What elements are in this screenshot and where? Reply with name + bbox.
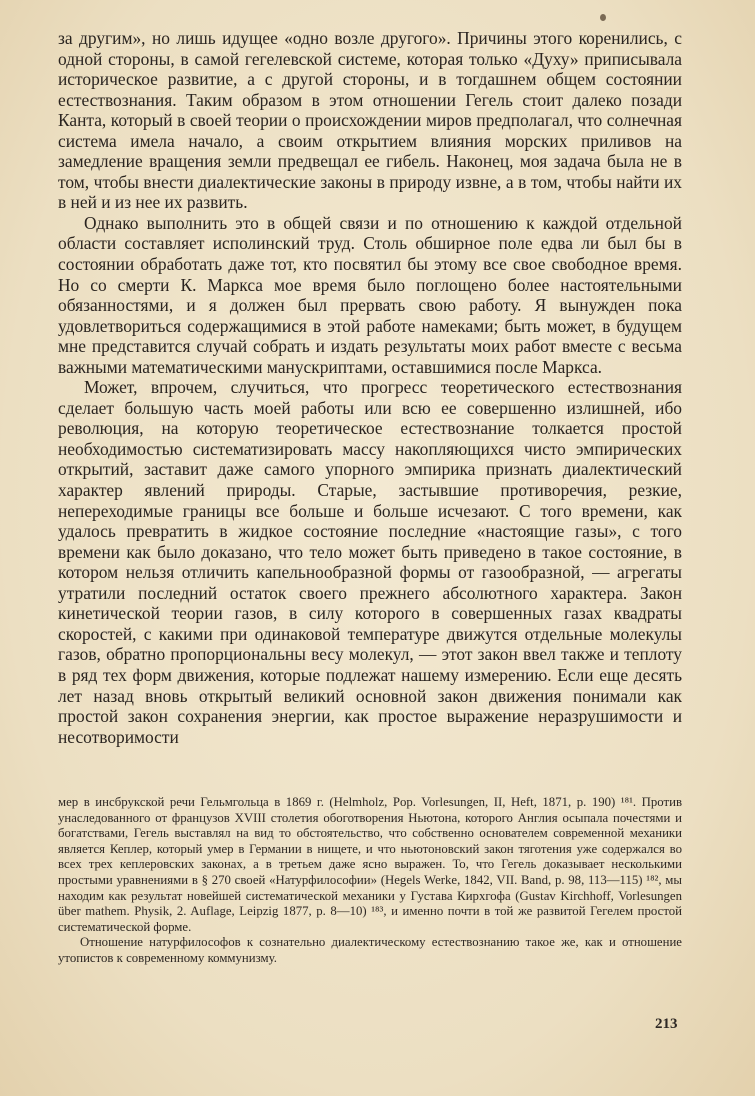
footnote-paragraph-2: Отношение натурфилософов к сознательно диалектическому естествознанию такое же, как и отношение утопистов к современному коммунизму.: [58, 935, 682, 965]
footnote-block: [58, 795, 682, 967]
paragraph-3: Может, впрочем, случиться, что прогресс теоретического естествознания сделает большую часть моей работы или всю ее совершенно излишней, ибо революция, на которую теоретическое естествознание толкается простой необходимостью систематизировать массу накопляющихся чисто эмпирических открытий, заставит даже самого упорного эмпирика признать диалектический характер явлений природы. Старые, застывшие противоречия, резкие, непереходимые границы все больше и больше исчезают. С того времени, как удалось превратить в жидкое состояние последние «настоящие газы», с того времени как было доказано, что тело может быть приведено в такое состояние, в котором нельзя отличить капельнообразной формы от газообразной, — агрегаты утратили последний остаток своего прежнего абсолютного характера. Закон кинетической теории газов, в силу которого в совершенных газах квадраты скоростей, с какими при одинаковой температуре движутся отдельные молекулы газов, обратно пропорциональны весу молекул, — этот закон ввел также и теплоту в ряд тех форм движения, которые подлежат нашему измерению. Если еще десять лет назад вновь открытый великий основной закон движения понимали как простой закон сохранения энергии, как простое выражение неразрушимости и несотворимости: [58, 377, 682, 747]
ink-dot: [600, 14, 606, 21]
paragraph-2: Однако выполнить это в общей связи и по отношению к каждой отдельной области составляет исполинский труд. Столь обширное поле едва ли был бы в состоянии обработать даже тот, кто посвятил бы этому все свое свободное время. Но со смерти К. Маркса мое время было поглощено более настоятельными обязанностями, и я должен был прервать свою работу. Я вынужден пока удовлетвориться содержащимися в этой работе намеками; быть может, в будущем мне представится случай собрать и издать результаты моих работ вместе с весьма важными математическими манускриптами, оставшимися после Маркса.: [58, 212, 682, 377]
footnote-paragraph-1: мер в инсбрукской речи Гельмгольца в 1869 г. (Helmholz, Pop. Vorlesungen, II, Heft, 1871, p. 190) ¹⁸¹. Против унаследованного от французов XVIII столетия обоготворения Ньютона, которого Англия осыпала почестями и богатствами, Гегель выставлял на вид то обстоятельство, что собственно основателем современной механики является Кеплер, который умер в Германии в нищете, и что ньютоновский закон тяготения уже содержался во всех трех кеплеровских законах, а в третьем даже ясно выражен. То, что Гегель доказывает несколькими простыми уравнениями в § 270 своей «Натурфилософии» (Hegels Werke, 1842, VII. Band, p. 98, 113—115) ¹⁸², мы находим как результат новейшей систематической механики у Густава Кирхгофа (Gustav Kirchhoff, Vorlesungen über mathem. Physik, 2. Auflage, Leipzig 1877, p. 8—10) ¹⁸³, и именно почти в той же развитой Гегелем простой систематической форме.: [58, 795, 682, 934]
paragraph-1: за другим», но лишь идущее «одно возле другого». Причины этого коренились, с одной стороны, в самой гегелевской системе, которая только «Духу» приписывала историческое развитие, а с другой стороны, и в тогдашнем общем состоянии естествознания. Таким образом в этом отношении Гегель стоит далеко позади Канта, который в своей теории о происхождении миров предполагал, что солнечная система имела начало, а своим открытием влияния морских приливов на замедление вращения земли предвещал ее гибель. Наконец, моя задача была не в том, чтобы внести диалектические законы в природу извне, а в том, чтобы найти их в ней и из нее их развить.: [58, 28, 682, 213]
page-number: 213: [655, 1016, 678, 1032]
main-text: [58, 28, 682, 747]
